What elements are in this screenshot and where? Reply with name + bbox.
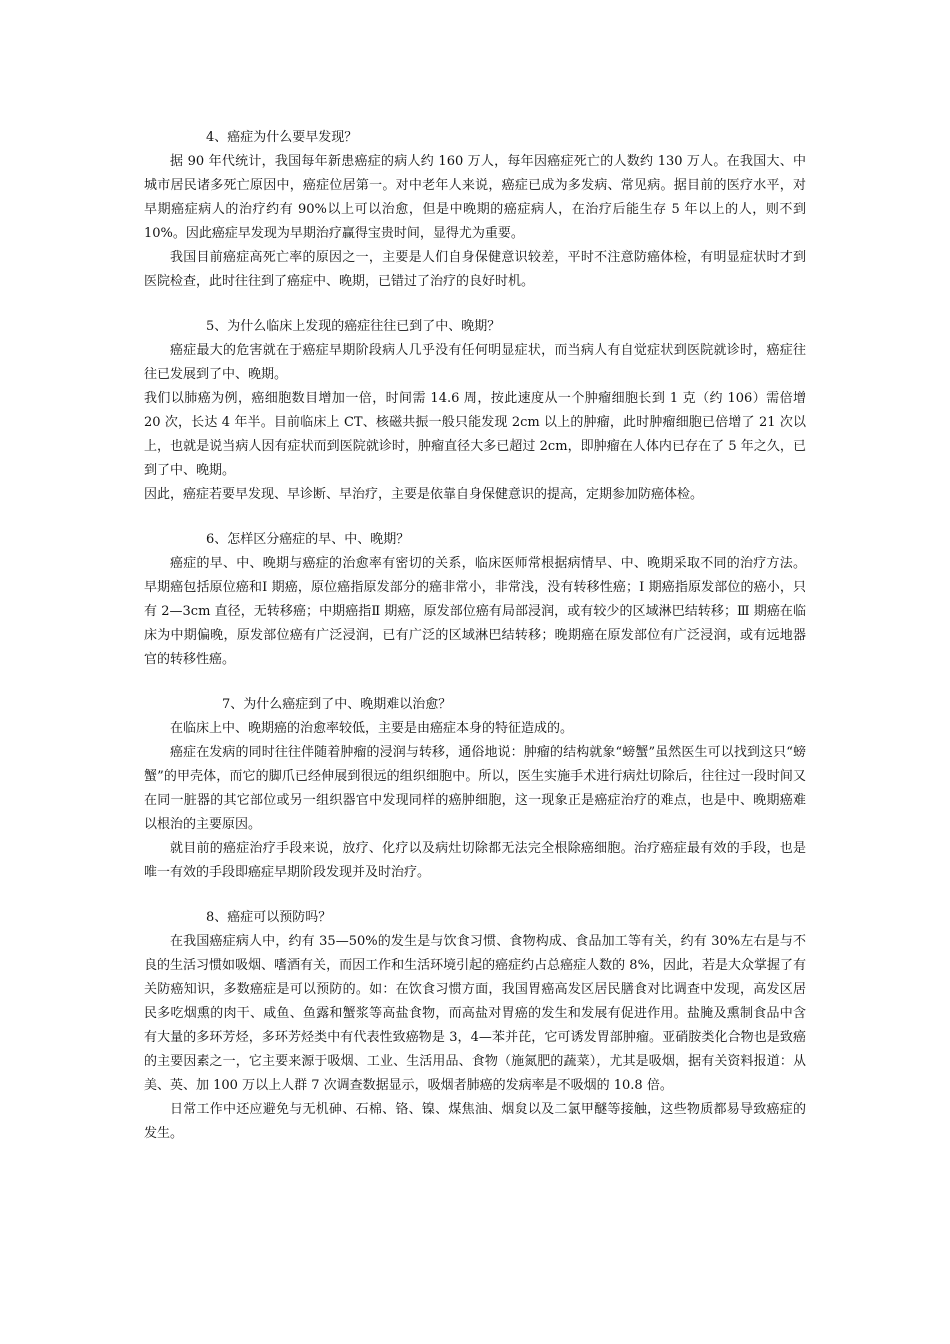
paragraph: 癌症在发病的同时往往伴随着肿瘤的浸润与转移，通俗地说：肿瘤的结构就象“螃蟹”虽然医生可以找到这只“螃蟹”的甲壳体，而它的脚爪已经伸展到很远的组织细胞中。所以，医生实施手术进行病灶切除后，往往过一段时间又在同一脏器的其它部位或另一组织器官中发现同样的癌肿细胞，这一现象正是癌症治疗的难点，也是中、晚期癌难以根治的主要原因。 [144, 745, 806, 832]
paragraph: 因此，癌症若要早发现、早诊断、早治疗，主要是依靠自身保健意识的提高，定期参加防癌体检。 [144, 487, 704, 502]
section-7 [144, 693, 806, 885]
paragraph: 在临床上中、晚期癌的治愈率较低，主要是由癌症本身的特征造成的。 [170, 721, 574, 736]
paragraph: 就目前的癌症治疗手段来说，放疗、化疗以及病灶切除都无法完全根除癌细胞。治疗癌症最有效的手段，也是唯一有效的手段即癌症早期阶段发现并及时治疗。 [144, 841, 806, 880]
section-heading: 8、癌症可以预防吗？ [206, 910, 332, 925]
paragraph: 在我国癌症病人中，约有 35—50%的发生是与饮食习惯、食物构成、食品加工等有关，约有 30%左右是与不良的生活习惯如吸烟、嗜酒有关，而因工作和生活环境引起的癌症约占总癌症人数的 8%，因此，若是大众掌握了有关防癌知识，多数癌症是可以预防的。如：在饮食习惯方面，我国胃癌高发区居民膳食对比调查中发现，高发区居民多吃烟熏的肉干、咸鱼、鱼露和蟹浆等高盐食物，而高盐对胃癌的发生和发展有促进作用。盐腌及熏制食品中含有大量的多环芳烃，多环芳烃类中有代表性致癌物是 3，4—苯并芘，它可诱发胃部肿瘤。亚硝胺类化合物也是致癌的主要因素之一，它主要来源于吸烟、工业、生活用品、食物（施氮肥的蔬菜），尤其是吸烟，据有关资料报道：从美、英、加 100 万以上人群 7 次调查数据显示，吸烟者肺癌的发病率是不吸烟的 10.8 倍。 [144, 934, 806, 1093]
section-heading: 4、癌症为什么要早发现？ [206, 130, 358, 145]
section-4 [144, 126, 806, 294]
section-heading: 7、为什么癌症到了中、晚期难以治愈？ [222, 697, 452, 712]
paragraph: 我们以肺癌为例，癌细胞数目增加一倍，时间需 14.6 周，按此速度从一个肿瘤细胞长到 1 克（约 106）需倍增 20 次，长达 4 年半。目前临床上 CT、核磁共振一般只能发现 2cm 以上的肿瘤，此时肿瘤细胞已倍增了 21 次以上，也就是说当病人因有症状而到医院就诊时，肿瘤直径大多已超过 2cm，即肿瘤在人体内已存在了 5 年之久，已到了中、晚期。 [144, 391, 806, 478]
document-page [144, 126, 806, 1167]
paragraph: 我国目前癌症高死亡率的原因之一，主要是人们自身保健意识较差，平时不注意防癌体检，有明显症状时才到医院检查，此时往往到了癌症中、晚期，已错过了治疗的良好时机。 [144, 250, 806, 289]
paragraph: 日常工作中还应避免与无机砷、石棉、铬、镍、煤焦油、烟炱以及二氯甲醚等接触，这些物质都易导致癌症的发生。 [144, 1102, 806, 1141]
section-heading: 5、为什么临床上发现的癌症往往已到了中、晚期？ [206, 319, 501, 334]
section-heading: 6、怎样区分癌症的早、中、晚期？ [206, 532, 410, 547]
paragraph: 据 90 年代统计，我国每年新患癌症的病人约 160 万人，每年因癌症死亡的人数约 130 万人。在我国大、中城市居民诸多死亡原因中，癌症位居第一。对中老年人来说，癌症已成为多发病、常见病。据目前的医疗水平，对早期癌症病人的治疗约有 90%以上可以治愈，但是中晚期的癌症病人，在治疗后能生存 5 年以上的人，则不到 10%。因此癌症早发现为早期治疗赢得宝贵时间，显得尤为重要。 [144, 154, 806, 241]
paragraph: 癌症的早、中、晚期与癌症的治愈率有密切的关系，临床医师常根据病情早、中、晚期采取不同的治疗方法。早期癌包括原位癌和Ⅰ 期癌，原位癌指原发部分的癌非常小，非常浅，没有转移性癌；Ⅰ 期癌指原发部位的癌小，只有 2—3cm 直径，无转移癌；中期癌指Ⅱ 期癌，原发部位癌有局部浸润，或有较少的区域淋巴结转移；Ⅲ 期癌在临床为中期偏晚，原发部位癌有广泛浸润，已有广泛的区域淋巴结转移；晚期癌在原发部位有广泛浸润，或有远地器官的转移性癌。 [144, 556, 806, 667]
paragraph: 癌症最大的危害就在于癌症早期阶段病人几乎没有任何明显症状，而当病人有自觉症状到医院就诊时，癌症往往已发展到了中、晚期。 [144, 343, 806, 382]
section-6 [144, 528, 806, 672]
section-5 [144, 315, 806, 507]
section-8 [144, 906, 806, 1146]
